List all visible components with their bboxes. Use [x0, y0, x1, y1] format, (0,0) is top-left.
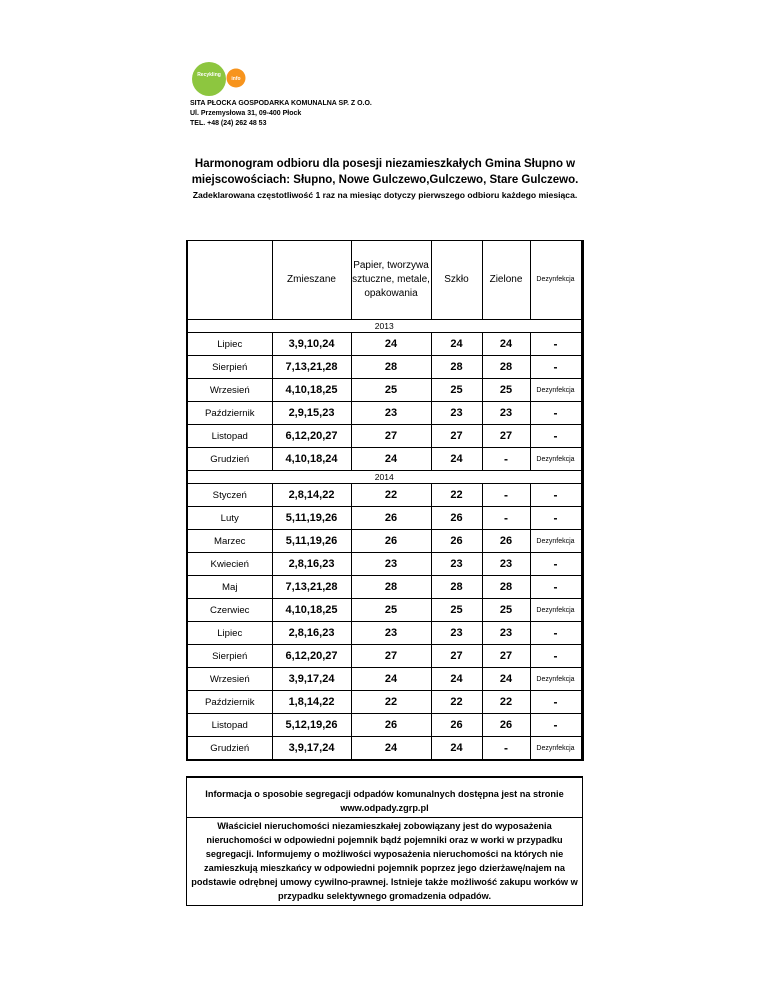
- zmieszane-cell: 7,13,21,28: [272, 356, 351, 379]
- dezynfekcja-cell: -: [530, 691, 582, 714]
- zmieszane-cell: 5,11,19,26: [272, 530, 351, 553]
- month-cell: Kwiecień: [187, 553, 272, 576]
- zielone-cell: 26: [482, 714, 530, 737]
- table-row: [187, 714, 582, 737]
- year-label: 2013: [187, 320, 582, 333]
- month-cell: Styczeń: [187, 484, 272, 507]
- month-cell: Listopad: [187, 714, 272, 737]
- header-zielone: Zielone: [482, 241, 530, 320]
- zielone-cell: 28: [482, 356, 530, 379]
- zmieszane-cell: 6,12,20,27: [272, 425, 351, 448]
- dezynfekcja-cell: -: [530, 507, 582, 530]
- zielone-cell: -: [482, 484, 530, 507]
- title-note: Zadeklarowana częstotliwość 1 raz na miesiąc dotyczy pierwszego odbioru każdego miesiąca.: [192, 190, 578, 200]
- zielone-cell: 22: [482, 691, 530, 714]
- table-row: [187, 379, 582, 402]
- szklo-cell: 25: [431, 599, 482, 622]
- month-cell: Sierpień: [187, 356, 272, 379]
- dezynfekcja-cell: -: [530, 333, 582, 356]
- szklo-cell: 22: [431, 484, 482, 507]
- szklo-cell: 28: [431, 576, 482, 599]
- zielone-cell: 26: [482, 530, 530, 553]
- table-row: [187, 333, 582, 356]
- zielone-cell: 23: [482, 622, 530, 645]
- month-cell: Czerwiec: [187, 599, 272, 622]
- szklo-cell: 27: [431, 425, 482, 448]
- zmieszane-cell: 4,10,18,25: [272, 379, 351, 402]
- table-row: [187, 507, 582, 530]
- szklo-cell: 26: [431, 530, 482, 553]
- szklo-cell: 26: [431, 507, 482, 530]
- month-cell: Lipiec: [187, 333, 272, 356]
- zmieszane-cell: 2,8,14,22: [272, 484, 351, 507]
- title-line-2: miejscowościach: Słupno, Nowe Gulczewo,Gulczewo, Stare Gulczewo.: [191, 174, 579, 186]
- szklo-cell: 25: [431, 379, 482, 402]
- papier-cell: 27: [351, 425, 431, 448]
- dezynfekcja-cell: Dezynfekcja: [530, 599, 582, 622]
- company-phone: TEL. +48 (24) 262 48 53: [190, 120, 267, 127]
- table-row: [187, 737, 582, 761]
- month-cell: Maj: [187, 576, 272, 599]
- month-cell: Sierpień: [187, 645, 272, 668]
- zmieszane-cell: 7,13,21,28: [272, 576, 351, 599]
- table-row: [187, 691, 582, 714]
- info-segregation: Informacja o sposobie segregacji odpadów komunalnych dostępna jest na stronie www.odpady.zgrp.pl: [187, 778, 582, 818]
- table-row: [187, 645, 582, 668]
- schedule-table: [186, 240, 584, 761]
- document-title: [186, 156, 584, 202]
- logo-text-right: info: [231, 76, 241, 82]
- dezynfekcja-cell: -: [530, 576, 582, 599]
- zielone-cell: 25: [482, 379, 530, 402]
- papier-cell: 23: [351, 622, 431, 645]
- zielone-cell: 23: [482, 553, 530, 576]
- dezynfekcja-cell: -: [530, 402, 582, 425]
- year-row: [187, 320, 582, 333]
- month-cell: Lipiec: [187, 622, 272, 645]
- papier-cell: 22: [351, 691, 431, 714]
- header-dezynfekcja: Dezynfekcja: [530, 241, 582, 320]
- papier-cell: 27: [351, 645, 431, 668]
- zmieszane-cell: 3,9,17,24: [272, 737, 351, 761]
- zielone-cell: 23: [482, 402, 530, 425]
- dezynfekcja-cell: Dezynfekcja: [530, 379, 582, 402]
- papier-cell: 25: [351, 379, 431, 402]
- szklo-cell: 24: [431, 737, 482, 761]
- zielone-cell: 27: [482, 645, 530, 668]
- table-row: [187, 622, 582, 645]
- papier-cell: 28: [351, 356, 431, 379]
- zmieszane-cell: 3,9,10,24: [272, 333, 351, 356]
- papier-cell: 26: [351, 530, 431, 553]
- dezynfekcja-cell: -: [530, 714, 582, 737]
- month-cell: Październik: [187, 691, 272, 714]
- dezynfekcja-cell: -: [530, 553, 582, 576]
- zmieszane-cell: 4,10,18,25: [272, 599, 351, 622]
- zmieszane-cell: 3,9,17,24: [272, 668, 351, 691]
- dezynfekcja-cell: -: [530, 622, 582, 645]
- month-cell: Grudzień: [187, 737, 272, 761]
- table-header-row: [187, 241, 582, 320]
- zielone-cell: 27: [482, 425, 530, 448]
- zmieszane-cell: 2,8,16,23: [272, 622, 351, 645]
- dezynfekcja-cell: -: [530, 425, 582, 448]
- month-cell: Grudzień: [187, 448, 272, 471]
- company-header: [190, 99, 372, 129]
- zmieszane-cell: 4,10,18,24: [272, 448, 351, 471]
- table-row: [187, 484, 582, 507]
- month-cell: Listopad: [187, 425, 272, 448]
- dezynfekcja-cell: Dezynfekcja: [530, 668, 582, 691]
- table-row: [187, 425, 582, 448]
- papier-cell: 26: [351, 714, 431, 737]
- papier-cell: 28: [351, 576, 431, 599]
- month-cell: Październik: [187, 402, 272, 425]
- month-cell: Wrzesień: [187, 379, 272, 402]
- table-row: [187, 402, 582, 425]
- papier-cell: 23: [351, 402, 431, 425]
- szklo-cell: 24: [431, 333, 482, 356]
- szklo-cell: 24: [431, 668, 482, 691]
- dezynfekcja-cell: Dezynfekcja: [530, 737, 582, 761]
- header-empty: [187, 241, 272, 320]
- zielone-cell: 24: [482, 333, 530, 356]
- dezynfekcja-cell: -: [530, 484, 582, 507]
- zielone-cell: 24: [482, 668, 530, 691]
- papier-cell: 23: [351, 553, 431, 576]
- year-label: 2014: [187, 471, 582, 484]
- szklo-cell: 26: [431, 714, 482, 737]
- table-row: [187, 448, 582, 471]
- zmieszane-cell: 6,12,20,27: [272, 645, 351, 668]
- papier-cell: 26: [351, 507, 431, 530]
- table-row: [187, 576, 582, 599]
- table-row: [187, 356, 582, 379]
- szklo-cell: 22: [431, 691, 482, 714]
- szklo-cell: 23: [431, 553, 482, 576]
- szklo-cell: 28: [431, 356, 482, 379]
- zielone-cell: -: [482, 737, 530, 761]
- dezynfekcja-cell: Dezynfekcja: [530, 530, 582, 553]
- header-szklo: Szkło: [431, 241, 482, 320]
- zmieszane-cell: 2,9,15,23: [272, 402, 351, 425]
- table-row: [187, 668, 582, 691]
- zielone-cell: -: [482, 448, 530, 471]
- papier-cell: 25: [351, 599, 431, 622]
- zmieszane-cell: 5,12,19,26: [272, 714, 351, 737]
- company-address: Ul. Przemysłowa 31, 09-400 Płock: [190, 110, 302, 117]
- zielone-cell: 28: [482, 576, 530, 599]
- table-row: [187, 530, 582, 553]
- zmieszane-cell: 1,8,14,22: [272, 691, 351, 714]
- header-papier: Papier, tworzywa sztuczne, metale, opakowania: [351, 241, 431, 320]
- logo-green-circle: [192, 62, 226, 96]
- company-name: SITA PŁOCKA GOSPODARKA KOMUNALNA SP. Z O.O.: [190, 100, 372, 107]
- company-logo: [192, 60, 252, 98]
- zmieszane-cell: 5,11,19,26: [272, 507, 351, 530]
- table-row: [187, 599, 582, 622]
- info-owner-obligation: Właściciel nieruchomości niezamieszkałej zobowiązany jest do wyposażenia nieruchomości w odpowiedni pojemnik bądź pojemniki oraz w worki w przypadku segregacji. Informujemy o możliwości wyposażenia nieruchomości na których nie zamieszkują mieszkańcy w odpowiedni pojemnik poprzez jego dzierżawę/najem na podstawie odrębnej umowy cywilno-prawnej. Istnieje także możliwość zakupu worków w przypadku selektywnego gromadzenia odpadów.: [191, 821, 578, 901]
- info-box: [186, 776, 583, 906]
- szklo-cell: 24: [431, 448, 482, 471]
- logo-text-left: Recykling: [197, 72, 221, 78]
- zielone-cell: 25: [482, 599, 530, 622]
- dezynfekcja-cell: Dezynfekcja: [530, 448, 582, 471]
- papier-cell: 24: [351, 737, 431, 761]
- zielone-cell: -: [482, 507, 530, 530]
- year-row: [187, 471, 582, 484]
- papier-cell: 24: [351, 333, 431, 356]
- szklo-cell: 23: [431, 402, 482, 425]
- dezynfekcja-cell: -: [530, 356, 582, 379]
- zmieszane-cell: 2,8,16,23: [272, 553, 351, 576]
- month-cell: Marzec: [187, 530, 272, 553]
- title-line-1: Harmonogram odbioru dla posesji niezamieszkałych Gmina Słupno w: [194, 158, 576, 170]
- table-row: [187, 553, 582, 576]
- papier-cell: 22: [351, 484, 431, 507]
- papier-cell: 24: [351, 668, 431, 691]
- header-zmieszane: Zmieszane: [272, 241, 351, 320]
- szklo-cell: 27: [431, 645, 482, 668]
- month-cell: Luty: [187, 507, 272, 530]
- papier-cell: 24: [351, 448, 431, 471]
- szklo-cell: 23: [431, 622, 482, 645]
- dezynfekcja-cell: -: [530, 645, 582, 668]
- month-cell: Wrzesień: [187, 668, 272, 691]
